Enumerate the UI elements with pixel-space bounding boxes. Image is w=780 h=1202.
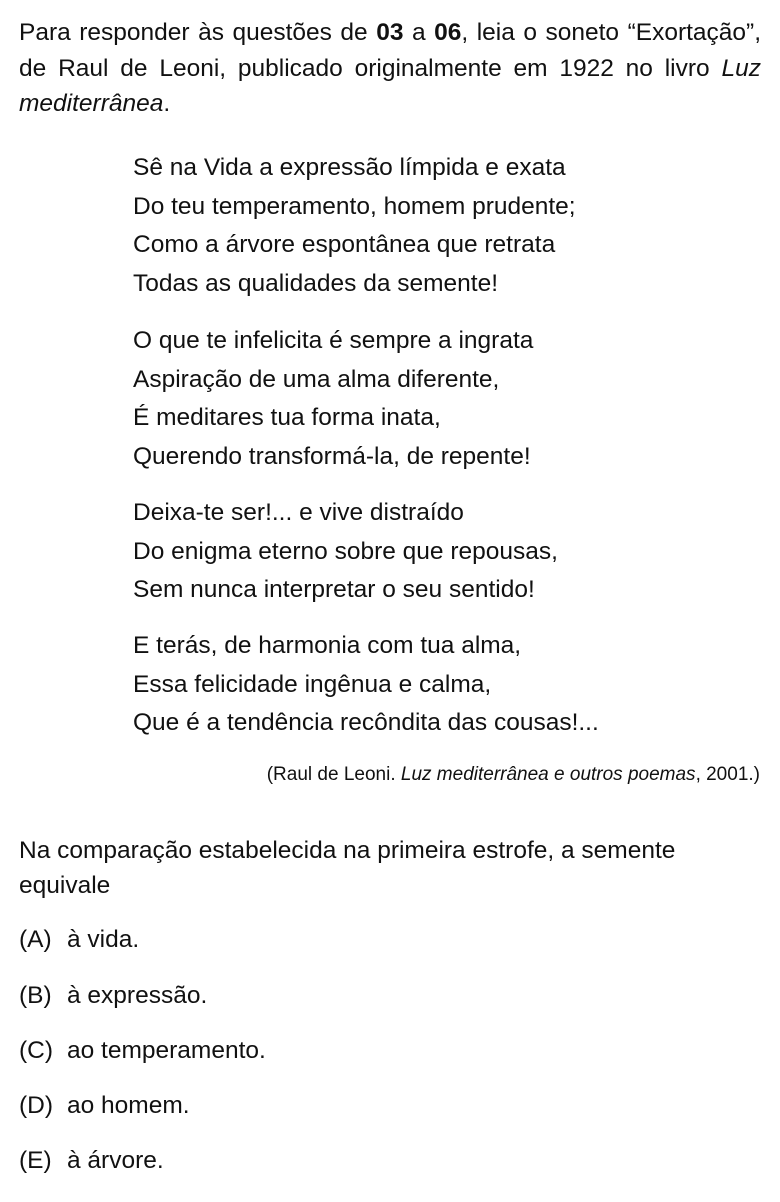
option-text: à árvore. — [67, 1147, 164, 1174]
citation-title: Luz mediterrânea e outros poemas — [400, 764, 696, 785]
poem-verse: Que é a tendência recôndita das cousas!... — [133, 709, 599, 737]
answer-option-e[interactable] — [19, 1146, 164, 1176]
poem-verse: Do teu temperamento, homem prudente; — [133, 192, 576, 220]
poem-verse: É meditares tua forma inata, — [133, 404, 441, 432]
question-range-start: 03 — [376, 19, 404, 46]
question-stem: Na comparação estabelecida na primeira estrofe, a semente equivale — [19, 837, 676, 899]
poem-verse: Do enigma eterno sobre que repousas, — [133, 537, 558, 565]
answer-option-b[interactable] — [19, 981, 207, 1011]
option-text: ao temperamento. — [67, 1037, 266, 1064]
poem-verse: Essa felicidade ingênua e calma, — [133, 670, 492, 698]
poem-verse: Como a árvore espontânea que retrata — [133, 231, 556, 259]
poem-stanza-3 — [133, 494, 753, 610]
poem-stanza-2 — [133, 322, 753, 476]
option-letter: (D) — [19, 1092, 54, 1119]
book-title: Luz mediterrânea — [19, 54, 761, 117]
poem-verse: E terás, de harmonia com tua alma, — [133, 632, 522, 659]
option-letter: (B) — [19, 982, 52, 1009]
option-letter: (A) — [19, 926, 52, 953]
citation-year: , 2001.) — [695, 764, 760, 785]
poem-verse: Deixa-te ser!... e vive distraído — [133, 499, 464, 526]
intro-text-3: , leia o soneto “Exortação”, de Raul de Leoni, publicado originalmente em 1922 no livro — [19, 19, 762, 82]
intro-paragraph — [19, 15, 761, 122]
intro-text-4: . — [163, 90, 171, 117]
question-range-end: 06 — [434, 19, 462, 46]
option-text: ao homem. — [67, 1092, 190, 1119]
poem-verse: Todas as qualidades da semente! — [133, 269, 499, 297]
option-letter: (C) — [19, 1037, 54, 1064]
intro-text-2: a — [403, 19, 435, 46]
poem-verse: Sê na Vida a expressão límpida e exata — [133, 154, 566, 181]
poem-verse: Sem nunca interpretar o seu sentido! — [133, 576, 535, 604]
intro-text-1: Para responder às questões de — [19, 19, 377, 46]
option-letter: (E) — [19, 1147, 52, 1174]
poem-verse: Querendo transformá-la, de repente! — [133, 442, 531, 470]
answer-option-a[interactable] — [19, 925, 139, 955]
option-text: à expressão. — [67, 982, 208, 1009]
citation-author: (Raul de Leoni. — [266, 764, 401, 785]
answer-option-c[interactable] — [19, 1036, 266, 1066]
poem-verse: O que te infelicita é sempre a ingrata — [133, 327, 534, 354]
poem-stanza-1 — [133, 149, 753, 303]
answer-option-d[interactable] — [19, 1091, 190, 1121]
option-text: à vida. — [67, 926, 140, 953]
poem-stanza-4 — [133, 627, 753, 743]
poem-verse: Aspiração de uma alma diferente, — [133, 365, 500, 393]
poem-citation — [267, 762, 760, 788]
